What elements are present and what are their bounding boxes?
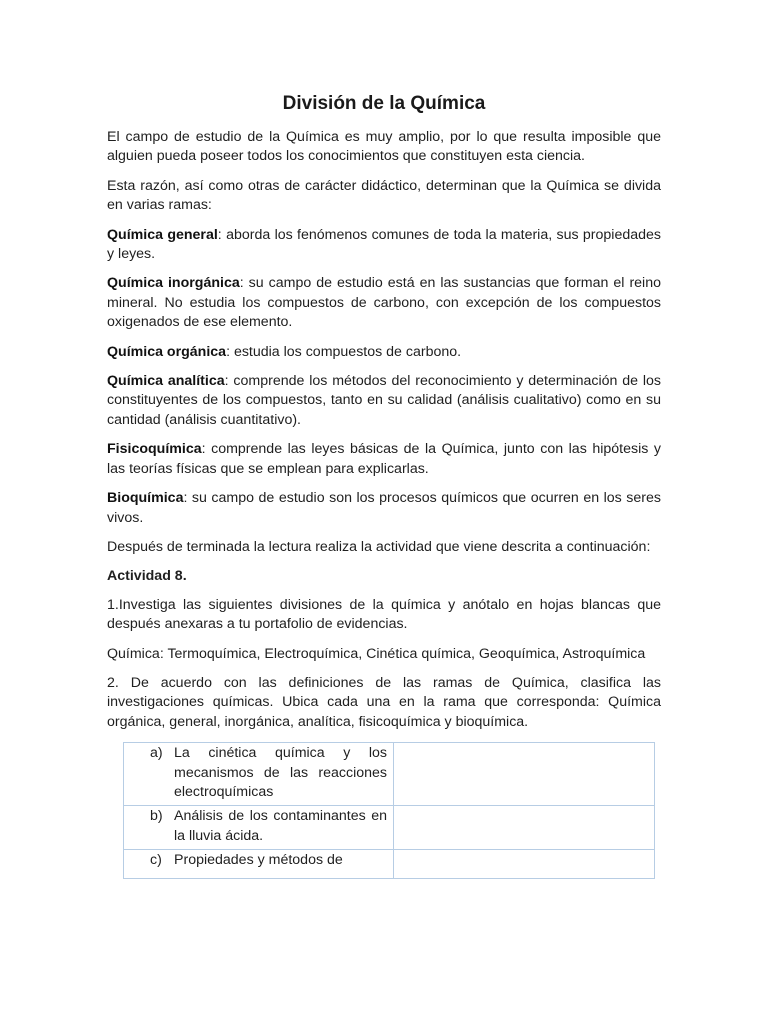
activity-divisions: Química: Termoquímica, Electroquímica, Cinética química, Geoquímica, Astroquímica xyxy=(107,645,646,662)
branch-description: : su campo de estudio está en las sustancias que forman el reino mineral. No estudia los compuestos de carbono, con excepción de los compuestos oxigenados de ese elemento. xyxy=(107,275,661,331)
after-reading-paragraph: Después de terminada la lectura realiza la actividad que viene descrita a continuación: xyxy=(107,538,651,555)
document-body xyxy=(107,90,661,879)
question-cell xyxy=(124,806,394,850)
branch-general xyxy=(107,226,661,265)
table-row xyxy=(124,806,655,850)
branch-term: Fisicoquímica xyxy=(107,441,202,458)
table-row xyxy=(124,743,655,806)
item-label: b) xyxy=(150,808,163,825)
branch-description: : su campo de estudio son los procesos químicos que ocurren en los seres vivos. xyxy=(107,490,661,526)
branch-biochemistry xyxy=(107,489,661,528)
answer-cell[interactable] xyxy=(394,806,655,850)
branch-term: Química orgánica xyxy=(107,343,227,360)
branch-physical-chemistry xyxy=(107,440,661,479)
item-text: La cinética química y los mecanismos de las reacciones electroquímicas xyxy=(174,745,387,800)
branch-term: Bioquímica xyxy=(107,490,184,507)
question-cell xyxy=(124,743,394,806)
activity-heading: Actividad 8. xyxy=(107,568,187,585)
branch-term: Química analítica xyxy=(107,373,225,390)
branch-organic xyxy=(107,343,661,362)
branch-description: : aborda los fenómenos comunes de toda la materia, sus propiedades y leyes. xyxy=(107,226,662,263)
activity-step-1: 1.Investiga las siguientes divisiones de la química y anótalo en hojas blancas que después anexaras a tu portafolio de evidencias. xyxy=(107,596,661,633)
item-label: a) xyxy=(150,745,163,762)
intro-paragraph-2: Esta razón, así como otras de carácter didáctico, determinan que la Química se divida en varias ramas: xyxy=(107,177,661,214)
branch-description: : comprende los métodos del reconocimiento y determinación de los constituyentes de los compuestos, tanto en su calidad (análisis cualitativo) como en su cantidad (análisis cuantitativo). xyxy=(107,373,661,428)
page-title: División de la Química xyxy=(282,93,486,114)
question-cell xyxy=(124,850,394,879)
activity-step-2: 2. De acuerdo con las definiciones de las ramas de Química, clasifica las investigaciones químicas. Ubica cada una en la rama que corresponda: Química orgánica, general, inorgánica, analítica, fisicoquímica y bioquímica. xyxy=(107,674,661,730)
branch-inorganic xyxy=(107,274,661,332)
item-text: Análisis de los contaminantes en la lluvia ácida. xyxy=(174,808,387,844)
item-text: Propiedades y métodos de xyxy=(174,852,343,869)
table-row xyxy=(124,850,655,879)
answer-cell[interactable] xyxy=(394,850,655,879)
classification-table xyxy=(123,742,655,879)
branch-term: Química inorgánica xyxy=(107,275,240,292)
branch-description: : comprende las leyes básicas de la Química, junto con las hipótesis y las teorías físicas que se emplean para explicarlas. xyxy=(107,441,661,477)
branch-description: : estudia los compuestos de carbono. xyxy=(226,343,462,360)
item-label: c) xyxy=(150,852,162,869)
branch-term: Química general xyxy=(107,226,218,243)
answer-cell[interactable] xyxy=(394,743,655,806)
intro-paragraph-1: El campo de estudio de la Química es muy amplio, por lo que resulta imposible que alguien pueda poseer todos los conocimientos que constituyen esta ciencia. xyxy=(107,129,661,165)
branch-analytical xyxy=(107,372,661,430)
